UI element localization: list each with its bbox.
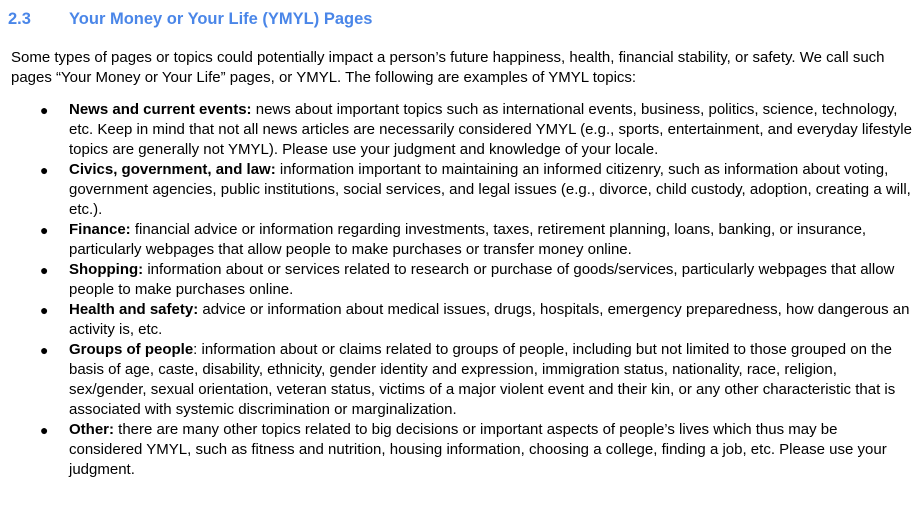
bullet-icon: ● — [40, 102, 49, 118]
bullet-term: Finance: — [69, 221, 131, 238]
bullet-icon: ● — [40, 422, 49, 438]
ymyl-topic-list — [0, 100, 918, 480]
bullet-icon: ● — [40, 302, 49, 318]
list-item-finance — [0, 220, 918, 260]
bullet-term: News and current events: — [69, 101, 252, 118]
list-item-news — [0, 100, 918, 160]
bullet-icon: ● — [40, 262, 49, 278]
bullet-text: news about important topics such as international events, business, politics, science, technology, etc. Keep in mind that not all news articles are necessarily considered YMYL (e.g., sports, entertainment, and everyday lifestyle topics are generally not YMYL). Please use your judgment and knowledge of your locale. — [69, 101, 912, 158]
list-item-groups — [0, 340, 918, 420]
list-item-other — [0, 420, 918, 480]
bullet-icon: ● — [40, 222, 49, 238]
bullet-text: : information about or claims related to groups of people, including but not limited to those grouped on the basis of age, caste, disability, ethnicity, gender identity and expression, immigration status, nationality, race, religion, sex/gender, sexual orientation, veteran status, victims of a major violent event and their kin, or any other characteristic that is associated with systemic discrimination or marginalization. — [69, 341, 896, 418]
bullet-term: Health and safety: — [69, 301, 199, 318]
bullet-text: information about or services related to research or purchase of goods/services, particularly webpages that allow people to make purchases online. — [69, 261, 895, 298]
section-heading — [8, 8, 372, 30]
intro-paragraph: Some types of pages or topics could potentially impact a person’s future happiness, health, financial stability, or safety. We call such pages “Your Money or Your Life” pages, or YMYL. The following are examples of YMYL topics: — [11, 49, 885, 86]
section-title: Your Money or Your Life (YMYL) Pages — [69, 10, 373, 28]
bullet-icon: ● — [40, 162, 49, 178]
bullet-term: Other: — [69, 421, 114, 438]
section-number: 2.3 — [8, 10, 31, 28]
bullet-icon: ● — [40, 342, 49, 358]
bullet-text: information important to maintaining an informed citizenry, such as information about voting, government agencies, public institutions, social services, and legal issues (e.g., divorce, child custody, adoption, creating a will, etc.). — [69, 161, 911, 218]
list-item-health — [0, 300, 918, 340]
list-item-civics — [0, 160, 918, 220]
bullet-text: advice or information about medical issues, drugs, hospitals, emergency preparedness, how dangerous an activity is, etc. — [69, 301, 910, 338]
bullet-text: financial advice or information regarding investments, taxes, retirement planning, loans, banking, or insurance, particularly webpages that allow people to make purchases or transfer money online. — [69, 221, 867, 258]
bullet-term: Civics, government, and law: — [69, 161, 276, 178]
bullet-term: Shopping: — [69, 261, 144, 278]
bullet-term: Groups of people — [69, 341, 194, 358]
bullet-text: there are many other topics related to big decisions or important aspects of people’s lives which thus may be considered YMYL, such as fitness and nutrition, housing information, choosing a college, finding a job, etc. Please use your judgment. — [69, 421, 887, 478]
list-item-shopping — [0, 260, 918, 300]
